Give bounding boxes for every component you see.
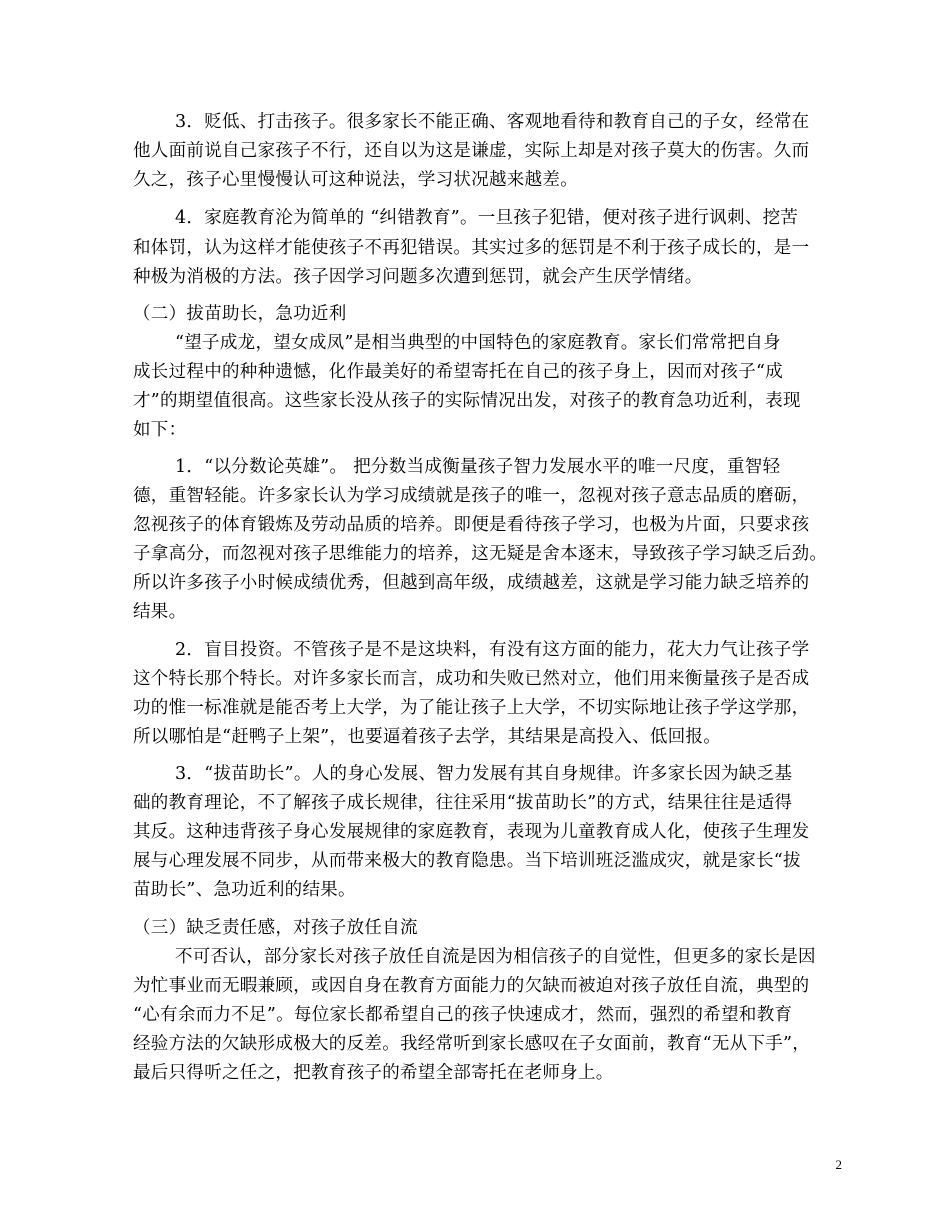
text-line: 他人面前说自己家孩子不行，还自以为这是谦虚，实际上却是对孩子莫大的伤害。久而: [133, 141, 810, 161]
section-heading: （二）拔苗助长，急功近利: [133, 304, 347, 324]
text-line: 为忙事业而无暇兼顾，或因自身在教育方面能力的欠缺而被迫对孩子放任自流，典型的: [133, 976, 810, 996]
text-line: 4．家庭教育沦为简单的 “纠错教育”。一旦孩子犯错，便对孩子进行讽刺、挖苦: [175, 208, 799, 228]
text-line: 子拿高分，而忽视对孩子思维能力的培养，这无疑是舍本逐末，导致孩子学习缺乏后劲。: [133, 544, 828, 564]
text-line: 苗助长”、急功近利的结果。: [133, 880, 356, 900]
text-line: 久之，孩子心里慢慢认可这种说法，学习状况越来越差。: [133, 170, 578, 190]
text-line: “望子成龙，望女成凤”是相当典型的中国特色的家庭教育。家长们常常把自身: [175, 333, 781, 353]
text-line: 成长过程中的种种遗憾，化作最美好的希望寄托在自己的孩子身上，因而对孩子“成: [133, 362, 784, 382]
text-line: 所以许多孩子小时候成绩优秀，但越到高年级，成绩越差，这就是学习能力缺乏培养的: [133, 573, 810, 593]
text-line: 结果。: [133, 602, 187, 622]
text-line: 最后只得听之任之，把教育孩子的希望全部寄托在老师身上。: [133, 1063, 614, 1083]
text-line: 这个特长那个特长。对许多家长而言，成功和失败已然对立，他们用来衡量孩子是否成: [133, 669, 810, 689]
text-line: 3．“拔苗助长”。人的身心发展、智力发展有其自身规律。许多家长因为缺乏基: [175, 764, 793, 784]
text-line: 如下：: [133, 420, 187, 440]
page-number: 2: [835, 1157, 842, 1172]
text-line: 功的惟一标准就是能否考上大学，为了能让孩子上大学，不切实际地让孩子学这学那，: [133, 698, 810, 718]
text-line: 不可否认，部分家长对孩子放任自流是因为相信孩子的自觉性，但更多的家长是因: [175, 947, 816, 967]
text-line: 2．盲目投资。不管孩子是不是这块料，有没有这方面的能力，花大力气让孩子学: [175, 640, 810, 660]
text-line: 1．“以分数论英雄”。 把分数当成衡量孩子智力发展水平的唯一尺度，重智轻: [175, 457, 781, 477]
text-line: 3．贬低、打击孩子。很多家长不能正确、客观地看待和教育自己的子女，经常在: [175, 112, 810, 132]
section-heading: （三）缺乏责任感，对孩子放任自流: [133, 918, 418, 938]
text-line: 经验方法的欠缺形成极大的反差。我经常听到家长感叹在子女面前，教育“无从下手”，: [133, 1034, 811, 1054]
text-line: 础的教育理论，不了解孩子成长规律，往往采用“拔苗助长”的方式，结果往往是适得: [133, 793, 793, 813]
text-line: 种极为消极的方法。孩子因学习问题多次遭到惩罚，就会产生厌学情绪。: [133, 267, 703, 287]
text-line: 其反。这种违背孩子身心发展规律的家庭教育，表现为儿童教育成人化，使孩子生理发: [133, 822, 810, 842]
text-line: 所以哪怕是“赶鸭子上架”，也要逼着孩子去学，其结果是高投入、低回报。: [133, 727, 722, 747]
text-line: 才”的期望值很高。这些家长没从孩子的实际情况出发，对孩子的教育急功近利，表现: [133, 391, 801, 411]
text-line: 德，重智轻能。许多家长认为学习成绩就是孩子的唯一，忽视对孩子意志品质的磨砺，: [133, 486, 810, 506]
text-line: 展与心理发展不同步，从而带来极大的教育隐患。当下培训班泛滥成灾，就是家长“拔: [133, 851, 801, 871]
text-line: 和体罚，认为这样才能使孩子不再犯错误。其实过多的惩罚是不利于孩子成长的，是一: [133, 238, 810, 258]
text-line: 忽视孩子的体育锻炼及劳动品质的培养。即便是看待孩子学习，也极为片面，只要求孩: [133, 515, 810, 535]
text-line: “心有余而力不足”。每位家长都希望自己的孩子快速成才，然而，强烈的希望和教育: [133, 1005, 793, 1025]
